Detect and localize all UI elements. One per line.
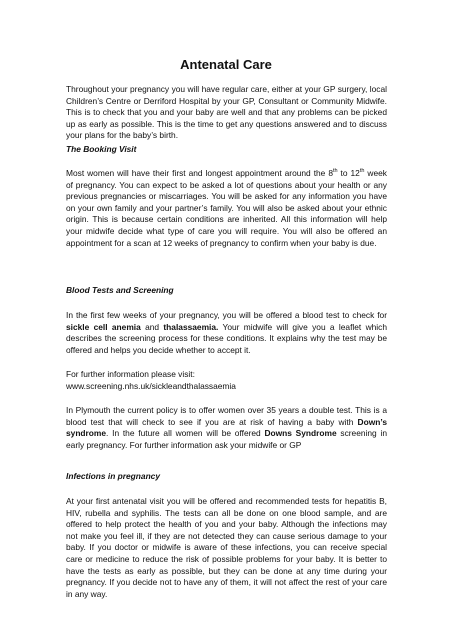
plymouth-text-a: In Plymouth the current policy is to offer women over 35 years a double test. This is a blood test that will check to see if you are at risk of having a baby with [66, 405, 387, 427]
blood-text-b: and [140, 321, 164, 332]
plymouth-paragraph [66, 405, 387, 451]
downs-screening-term: Downs Syndrome [264, 428, 337, 439]
booking-sup-b: th [359, 168, 365, 175]
blood-text-a: In the first few weeks of your pregnancy, you will be offered a blood test to check for [66, 310, 387, 320]
blood-paragraph [66, 310, 387, 356]
blood-heading: Blood Tests and Screening [66, 285, 174, 295]
infections-paragraph: At your first antenatal visit you will be offered and recommended tests for hepatitis B, HIV, rubella and syphilis. The tests can all be done on one blood sample, and are offered to help protect the health of you and your baby. Although the infections may not make you feel ill, if they are not detected they can cause serious damage to your baby. If you doctor or midwife is aware of these infections, you can receive special care or medicine to reduce the risk of possible problems for your baby. It is better to have the tests as early as possible, but they can be done at any time during your pregnancy. If you decide not to have any of them, it will not affect the rest of your care in any way. [66, 496, 387, 599]
booking-heading: The Booking Visit [66, 144, 137, 154]
infections-heading: Infections in pregnancy [66, 471, 161, 481]
page-title: Antenatal Care [180, 57, 272, 72]
intro-paragraph: Throughout your pregnancy you will have regular care, either at your GP surgery, local Children’s Centre or Derriford Hospital by your GP, Consultant or Community Midwife. This is to check that you and your baby are well and that any problems can be picked up as early as possible. This is the time to get any questions answered and to discuss your plans for the baby’s birth. [66, 84, 387, 141]
booking-text-b: to 12 [337, 168, 360, 178]
further-info-label: For further information please visit: [66, 369, 195, 379]
blood-text-c: Your midwife will give you a leaflet which describes the screening process for these conditions. It explains why the test may be offered and helps you decide whether to accept it. [66, 321, 387, 355]
thalassaemia-term: thalassaemia. [163, 321, 219, 332]
plymouth-text-c: screening in early pregnancy. For further information ask your midwife or GP [66, 428, 387, 450]
booking-paragraph [66, 168, 387, 249]
booking-text-c: week of pregnancy. You can expect to be asked a lot of questions about your health or any previous pregnancies or miscarriages. You will be asked for any information you have on your own family and your partner’s family. You will also be asked about your ethnic origin. This is because certain conditions are inherited. All this information will help your midwife decide what type of care you will require. You will also be offered an appointment for a scan at 12 weeks of pregnancy to confirm when your baby is due. [66, 168, 387, 248]
further-info-paragraph [66, 369, 387, 392]
downs-syndrome-term: Down’s syndrome [66, 416, 387, 439]
plymouth-text-b: . In the future all women will be offered [106, 428, 265, 439]
booking-text-a: Most women will have their first and longest appointment around the 8 [66, 168, 333, 178]
sickle-cell-term: sickle cell anemia [66, 321, 141, 332]
booking-sup-a: th [332, 168, 338, 175]
screening-url: www.screening.nhs.uk/sickleandthalassaemia [66, 380, 236, 391]
